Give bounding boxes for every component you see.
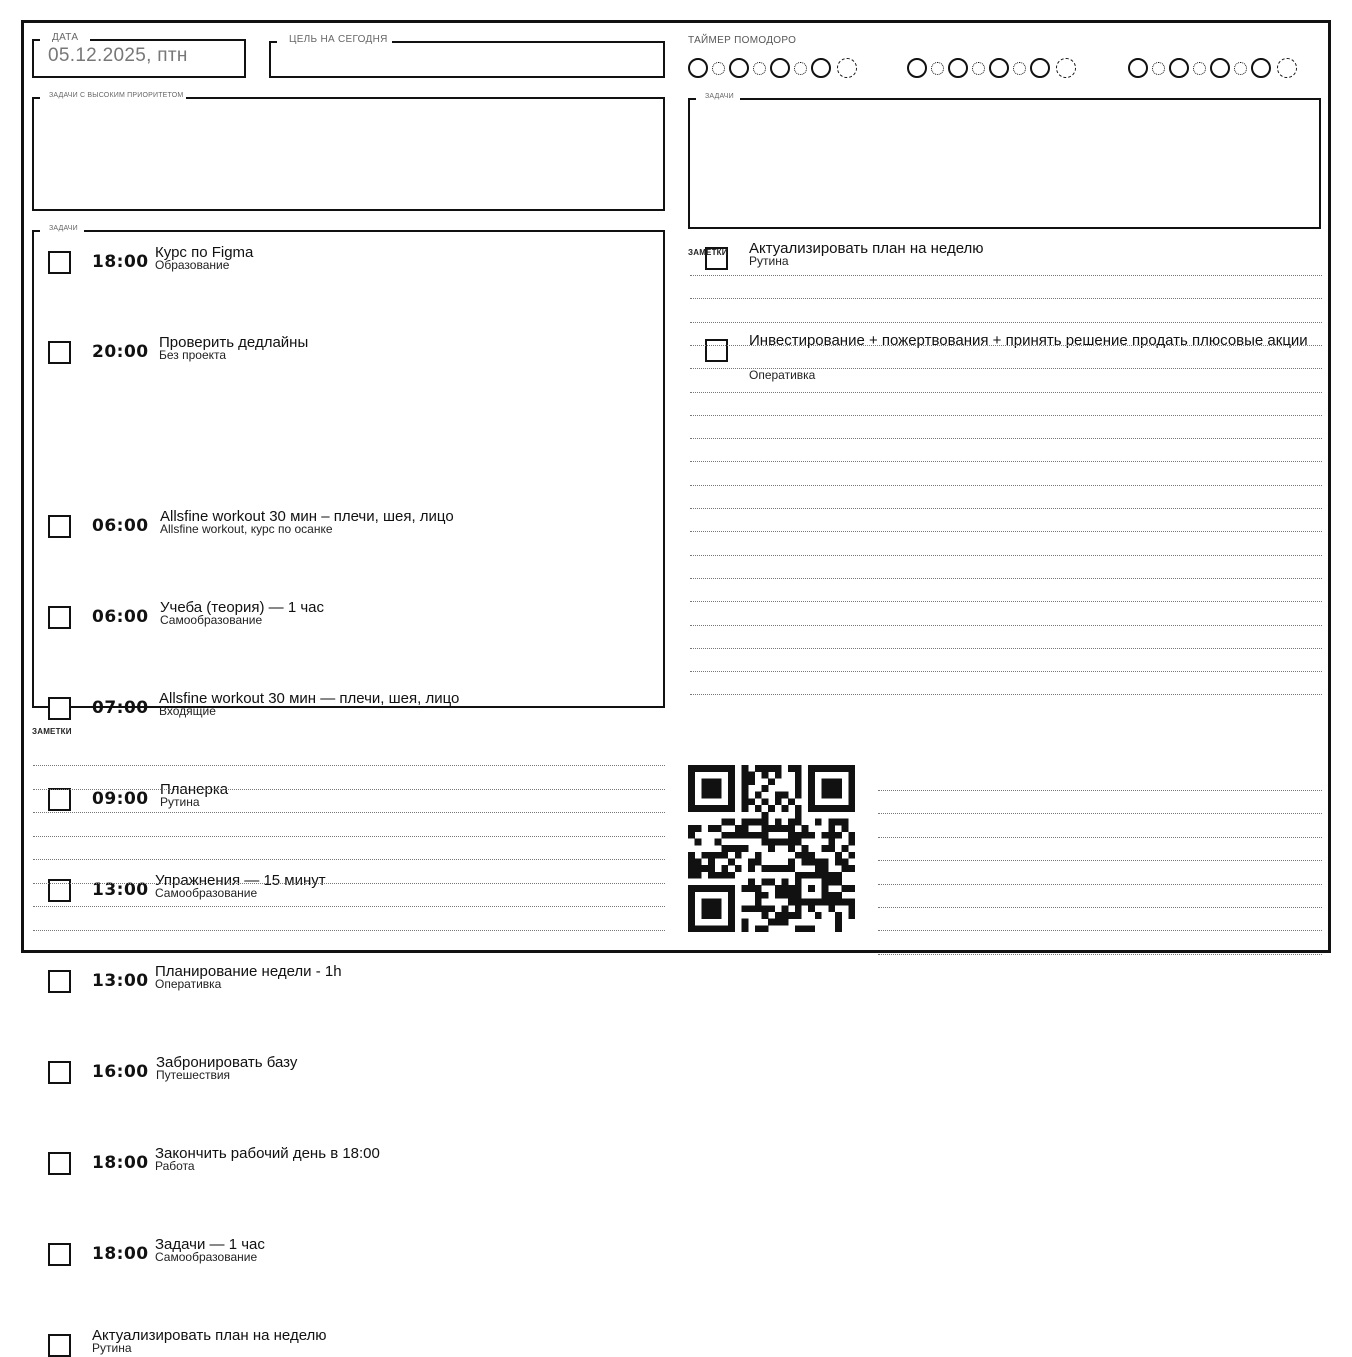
task-project: Allsfine workout, курс по осанке	[160, 522, 333, 536]
pomodoro-circle[interactable]	[1030, 58, 1050, 78]
task-project: Рутина	[749, 254, 789, 268]
task-time: 09:00	[92, 789, 149, 809]
priority-tasks-panel	[32, 92, 665, 211]
note-line[interactable]	[878, 790, 1322, 791]
task-title: Учеба (теория) — 1 час	[160, 599, 324, 616]
task-project: Оперативка	[155, 977, 222, 991]
pomodoro-break-circle[interactable]	[972, 62, 985, 75]
note-line[interactable]	[690, 368, 1322, 369]
pomodoro-circle[interactable]	[1251, 58, 1271, 78]
note-line[interactable]	[690, 625, 1322, 626]
note-line[interactable]	[878, 837, 1322, 838]
task-title: Инвестирование + пожертвования + принять решение продать плюсовые акции	[749, 332, 1308, 349]
pomodoro-circle[interactable]	[729, 58, 749, 78]
note-line[interactable]	[33, 906, 665, 907]
pomodoro-break-circle[interactable]	[1234, 62, 1247, 75]
task-time: 06:00	[92, 607, 149, 627]
note-line[interactable]	[33, 836, 665, 837]
pomodoro-circle[interactable]	[770, 58, 790, 78]
task-title: Актуализировать план на неделю	[749, 240, 984, 257]
task-project: Рутина	[92, 1341, 132, 1355]
task-time: 18:00	[92, 1244, 149, 1264]
qr-code-icon	[688, 765, 855, 932]
task-project: Входящие	[159, 704, 216, 718]
tasks-label: ЗАДАЧИ	[46, 224, 81, 234]
task-project: Путешествия	[156, 1068, 231, 1082]
task-checkbox[interactable]	[48, 1152, 71, 1175]
notes-left-label: ЗАМЕТКИ	[32, 727, 72, 736]
task-time: 13:00	[92, 971, 149, 991]
note-line[interactable]	[690, 438, 1322, 439]
task-time: 18:00	[92, 252, 149, 272]
task-project: Рутина	[160, 795, 200, 809]
task-time: 06:00	[92, 516, 149, 536]
note-line[interactable]	[878, 860, 1322, 861]
pomodoro-break-circle[interactable]	[1152, 62, 1165, 75]
task-project: Работа	[155, 1159, 195, 1173]
pomodoro-break-circle[interactable]	[794, 62, 807, 75]
note-line[interactable]	[690, 531, 1322, 532]
task-project: Образование	[155, 258, 230, 272]
note-line[interactable]	[690, 345, 1322, 346]
pomodoro-long-break-circle[interactable]	[1277, 58, 1297, 78]
note-line[interactable]	[878, 907, 1322, 908]
task-project: Самообразование	[155, 886, 258, 900]
note-line[interactable]	[33, 883, 665, 884]
note-line[interactable]	[690, 392, 1322, 393]
task-title: Актуализировать план на неделю	[92, 1327, 327, 1344]
pomodoro-circle[interactable]	[907, 58, 927, 78]
note-line[interactable]	[690, 508, 1322, 509]
note-line[interactable]	[690, 485, 1322, 486]
goal-label: ЦЕЛЬ НА СЕГОДНЯ	[285, 34, 392, 46]
task-checkbox[interactable]	[48, 788, 71, 811]
note-line[interactable]	[33, 859, 665, 860]
task-title: Закончить рабочий день в 18:00	[155, 1145, 380, 1162]
task-title: Allsfine workout 30 мин — плечи, шея, лицо	[159, 690, 460, 707]
pomodoro-break-circle[interactable]	[753, 62, 766, 75]
note-line[interactable]	[33, 812, 665, 813]
task-title: Проверить дедлайны	[159, 334, 309, 351]
right-tasks-label: ЗАДАЧИ	[702, 92, 737, 102]
task-title: Упражнения — 15 минут	[155, 872, 326, 889]
task-project: Без проекта	[159, 348, 227, 362]
task-title: Курс по Figma	[155, 244, 254, 261]
date-field[interactable]	[32, 32, 246, 78]
pomodoro-break-circle[interactable]	[931, 62, 944, 75]
task-title: Планерка	[160, 781, 229, 798]
pomodoro-break-circle[interactable]	[712, 62, 725, 75]
task-title: Задачи — 1 час	[155, 1236, 265, 1253]
tasks-panel	[32, 225, 665, 708]
note-line[interactable]	[690, 298, 1322, 299]
pomodoro-circle[interactable]	[989, 58, 1009, 78]
note-line[interactable]	[690, 555, 1322, 556]
task-checkbox[interactable]	[705, 339, 728, 362]
note-line[interactable]	[690, 415, 1322, 416]
task-checkbox[interactable]	[48, 1243, 71, 1266]
note-line[interactable]	[878, 930, 1322, 931]
pomodoro-break-circle[interactable]	[1013, 62, 1026, 75]
task-time: 18:00	[92, 1153, 149, 1173]
note-line[interactable]	[690, 601, 1322, 602]
task-project: Оперативка	[749, 368, 816, 382]
note-line[interactable]	[690, 461, 1322, 462]
task-time: 16:00	[92, 1062, 149, 1082]
task-checkbox[interactable]	[48, 606, 71, 629]
task-time: 07:00	[92, 698, 149, 718]
task-project: Самообразование	[155, 1250, 258, 1264]
goal-field[interactable]	[269, 34, 665, 78]
task-time: 20:00	[92, 342, 149, 362]
notes-right-label: ЗАМЕТКИ	[688, 248, 728, 257]
task-title: Забронировать базу	[156, 1054, 298, 1071]
note-line[interactable]	[33, 765, 665, 766]
pomodoro-circle[interactable]	[1210, 58, 1230, 78]
pomodoro-long-break-circle[interactable]	[837, 58, 857, 78]
task-checkbox[interactable]	[48, 970, 71, 993]
pomodoro-label: ТАЙМЕР ПОМОДОРО	[688, 35, 797, 46]
note-line[interactable]	[690, 322, 1322, 323]
date-value[interactable]: 05.12.2025, птн	[48, 45, 188, 66]
note-line[interactable]	[878, 813, 1322, 814]
pomodoro-long-break-circle[interactable]	[1056, 58, 1076, 78]
right-tasks-panel	[688, 93, 1321, 229]
pomodoro-circle[interactable]	[1169, 58, 1189, 78]
note-line[interactable]	[690, 275, 1322, 276]
date-label: ДАТА	[48, 32, 82, 44]
pomodoro-circle[interactable]	[688, 58, 708, 78]
task-time: 13:00	[92, 880, 149, 900]
note-line[interactable]	[33, 930, 665, 931]
pomodoro-break-circle[interactable]	[1193, 62, 1206, 75]
note-line[interactable]	[690, 694, 1322, 695]
priority-tasks-label: ЗАДАЧИ С ВЫСОКИМ ПРИОРИТЕТОМ	[46, 91, 186, 101]
task-checkbox[interactable]	[48, 515, 71, 538]
pomodoro-circle[interactable]	[811, 58, 831, 78]
note-line[interactable]	[690, 578, 1322, 579]
task-checkbox[interactable]	[48, 697, 71, 720]
note-line[interactable]	[33, 789, 665, 790]
task-project: Самообразование	[160, 613, 263, 627]
note-line[interactable]	[690, 671, 1322, 672]
task-title: Планирование недели - 1h	[155, 963, 342, 980]
pomodoro-circle[interactable]	[1128, 58, 1148, 78]
note-line[interactable]	[878, 884, 1322, 885]
pomodoro-circle[interactable]	[948, 58, 968, 78]
note-line[interactable]	[878, 954, 1322, 955]
note-line[interactable]	[690, 648, 1322, 649]
task-title: Allsfine workout 30 мин – плечи, шея, лицо	[160, 508, 454, 525]
task-checkbox[interactable]	[48, 1334, 71, 1357]
task-checkbox[interactable]	[48, 1061, 71, 1084]
